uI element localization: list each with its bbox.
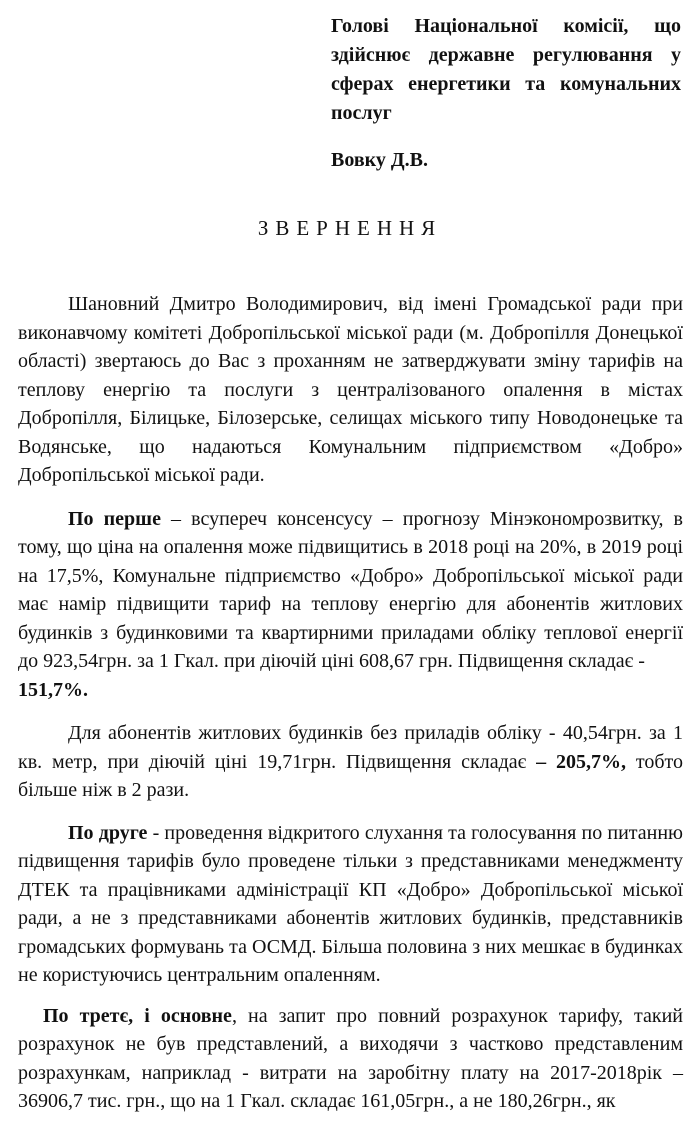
paragraph-4-text: - проведення відкритого слухання та голосування по питанню підвищення тарифів було проведене тільки з представниками менеджменту ДТЕК та працівниками адміністрації КП «Добро» Добропільської міської ради, а не з представниками абонентів житлових будинків, представників громадських формувань та ОСМД. Більша половина з них мешкає в будинках не користуючись центральним опаленням.	[18, 821, 683, 986]
paragraph-3-increase: – 205,7%,	[536, 750, 626, 773]
paragraph-1: Шановний Дмитро Володимирович, від імені Громадської ради при виконавчому комітеті Добропільської міської ради (м. Добропілля Донецької області) звертаюсь до Вас з проханням не затверджувати зміну тарифів на теплову енергію та послуги з централізованого опалення в містах Добропілля, Білицьке, Білозерське, селищах міського типу Новодонецьке та Водянське, що надаються Комунальним підприємством «Добро» Добропільської міської ради.	[18, 293, 683, 486]
letter-body	[18, 290, 683, 1131]
paragraph-3-end: тобто більше ніж в 2 рази.	[18, 750, 683, 801]
addressee-block	[331, 12, 681, 175]
document-heading: ЗВЕРНЕННЯ	[257, 216, 443, 240]
addressee-name: Вовку Д.В.	[331, 149, 428, 171]
paragraph-4-lead: По друге	[68, 821, 148, 844]
paragraph-5	[18, 1002, 683, 1116]
paragraph-2	[18, 505, 683, 705]
paragraph-3-text: Для абонентів житлових будинків без приладів обліку - 40,54грн. за 1 кв. метр, при діючій ціні 19,71грн. Підвищення складає	[18, 722, 683, 773]
paragraph-3	[18, 719, 683, 805]
paragraph-2-lead: По перше	[68, 507, 161, 530]
addressee-title: Голові Національної комісії, що здійснює державне регулювання у сферах енергетики та комунальних послуг	[331, 15, 681, 124]
paragraph-5-lead: По третє, і основне	[43, 1004, 232, 1027]
paragraph-2-increase: 151,7%.	[18, 678, 88, 701]
paragraph-4	[18, 819, 683, 990]
paragraph-2-text: – всупереч консенсусу – прогнозу Мінэкономрозвитку, в тому, що ціна на опалення може підвищитись в 2018 році на 20%, в 2019 році на 17,5%, Комунальне підприємство «Добро» Добропільської міської ради має намір підвищити тариф на теплову енергію для абонентів житлових будинків з будинковими та квартирними приладами обліку теплової енергії до 923,54грн. за 1 Гкал. при діючій ціні 608,67 грн. Підвищення складає -	[18, 507, 683, 672]
paragraph-5-text: , на запит про повний розрахунок тарифу, такий розрахунок не був представлений, а виходячи з частково представленим розрахункам, наприклад - витрати на заробітну плату на 2017-2018рік – 36906,7 тис. грн., що на 1 Гкал. складає 161,05грн., а не 180,26грн., як	[18, 1004, 683, 1112]
